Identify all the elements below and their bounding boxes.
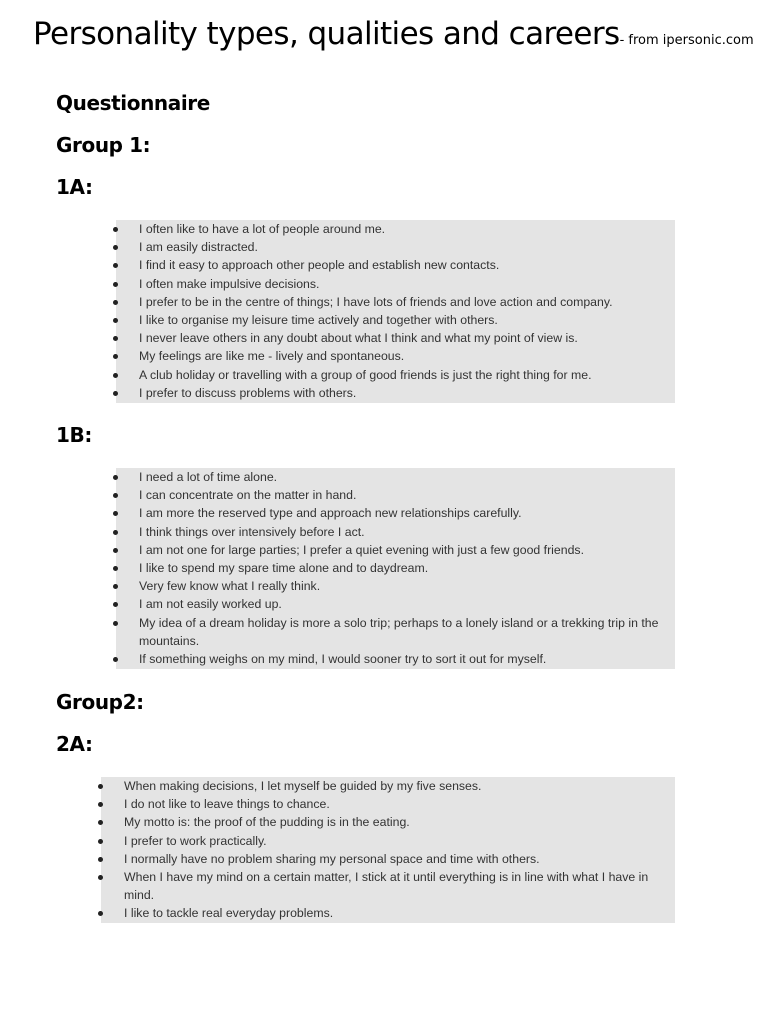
section-2a-list-box bbox=[101, 777, 675, 923]
bullet-icon bbox=[113, 493, 118, 498]
list-item bbox=[116, 329, 675, 347]
bullet-icon bbox=[113, 621, 118, 626]
list-item-text: I think things over intensively before I act. bbox=[139, 524, 365, 539]
list-item bbox=[116, 504, 675, 522]
bullet-icon bbox=[113, 263, 118, 268]
list-item-text: I never leave others in any doubt about what I think and what my point of view is. bbox=[139, 331, 578, 346]
list-item-text: I can concentrate on the matter in hand. bbox=[139, 488, 357, 503]
section-2a-list bbox=[101, 777, 675, 923]
bullet-icon bbox=[98, 802, 103, 807]
bullet-icon bbox=[113, 548, 118, 553]
list-item bbox=[116, 595, 675, 613]
list-item-text: I like to tackle real everyday problems. bbox=[124, 906, 334, 921]
list-item bbox=[101, 868, 675, 904]
list-item bbox=[116, 220, 675, 238]
list-item bbox=[116, 347, 675, 365]
list-item-text: I normally have no problem sharing my personal space and time with others. bbox=[124, 851, 540, 866]
list-item-text: I often like to have a lot of people around me. bbox=[139, 222, 386, 236]
list-item-text: I find it easy to approach other people and establish new contacts. bbox=[139, 258, 500, 273]
list-item-text: My idea of a dream holiday is more a solo trip; perhaps to a lonely island or a trekking trip in the mountains. bbox=[139, 615, 659, 648]
document-title-text: Personality types, qualities and careers bbox=[33, 16, 620, 52]
bullet-icon bbox=[98, 820, 103, 825]
document-title bbox=[33, 14, 754, 61]
list-item-text: I need a lot of time alone. bbox=[139, 470, 278, 484]
list-item bbox=[116, 559, 675, 577]
list-item bbox=[101, 795, 675, 813]
list-item bbox=[116, 541, 675, 559]
bullet-icon bbox=[98, 857, 103, 862]
bullet-icon bbox=[113, 511, 118, 516]
list-item-text: If something weighs on my mind, I would sooner try to sort it out for myself. bbox=[139, 652, 547, 667]
list-item-text: My feelings are like me - lively and spontaneous. bbox=[139, 349, 405, 364]
list-item bbox=[101, 832, 675, 850]
list-item bbox=[116, 366, 675, 384]
bullet-icon bbox=[113, 566, 118, 571]
list-item-text: Very few know what I really think. bbox=[139, 579, 321, 594]
bullet-icon bbox=[113, 354, 118, 359]
bullet-icon bbox=[113, 318, 118, 323]
list-item-text: A club holiday or travelling with a group of good friends is just the right thing for me. bbox=[139, 367, 592, 382]
bullet-icon bbox=[113, 245, 118, 250]
list-item bbox=[116, 293, 675, 311]
list-item bbox=[101, 777, 675, 795]
bullet-icon bbox=[113, 336, 118, 341]
list-item-text: When I have my mind on a certain matter, I stick at it until everything is in line with what I have in mind. bbox=[124, 870, 649, 903]
list-item-text: I am not one for large parties; I prefer a quiet evening with just a few good friends. bbox=[139, 542, 584, 557]
list-item bbox=[116, 384, 675, 402]
bullet-icon bbox=[98, 784, 103, 789]
list-item bbox=[116, 650, 675, 668]
list-item bbox=[116, 256, 675, 274]
list-item bbox=[116, 468, 675, 486]
list-item-text: When making decisions, I let myself be guided by my five senses. bbox=[124, 779, 482, 793]
bullet-icon bbox=[113, 373, 118, 378]
bullet-icon bbox=[98, 875, 103, 880]
section-1a-heading: 1A: bbox=[56, 175, 93, 199]
list-item bbox=[116, 523, 675, 541]
bullet-icon bbox=[113, 282, 118, 287]
bullet-icon bbox=[113, 602, 118, 607]
list-item bbox=[101, 813, 675, 831]
list-item-text: I often make impulsive decisions. bbox=[139, 276, 320, 291]
list-item bbox=[101, 850, 675, 868]
list-item-text: I do not like to leave things to chance. bbox=[124, 797, 330, 812]
bullet-icon bbox=[113, 584, 118, 589]
list-item-text: My motto is: the proof of the pudding is in the eating. bbox=[124, 815, 410, 830]
bullet-icon bbox=[98, 911, 103, 916]
list-item-text: I like to organise my leisure time actively and together with others. bbox=[139, 313, 498, 328]
list-item-text: I prefer to be in the centre of things; I have lots of friends and love action and company. bbox=[139, 294, 613, 309]
list-item bbox=[116, 614, 675, 650]
section-1a-list-box bbox=[116, 220, 675, 403]
section-1b-list bbox=[116, 468, 675, 668]
group-1-heading: Group 1: bbox=[56, 133, 151, 157]
list-item-text: I am not easily worked up. bbox=[139, 597, 282, 612]
list-item bbox=[116, 486, 675, 504]
bullet-icon bbox=[113, 530, 118, 535]
section-1a-list bbox=[116, 220, 675, 402]
list-item bbox=[116, 577, 675, 595]
group-2-heading: Group2: bbox=[56, 690, 144, 714]
bullet-icon bbox=[113, 227, 118, 232]
questionnaire-heading: Questionnaire bbox=[56, 91, 210, 115]
section-2a-heading: 2A: bbox=[56, 732, 93, 756]
list-item-text: I am more the reserved type and approach new relationships carefully. bbox=[139, 506, 522, 521]
list-item-text: I prefer to discuss problems with others. bbox=[139, 385, 357, 400]
list-item-text: I prefer to work practically. bbox=[124, 833, 267, 848]
bullet-icon bbox=[98, 839, 103, 844]
list-item-text: I like to spend my spare time alone and to daydream. bbox=[139, 561, 429, 576]
list-item bbox=[116, 275, 675, 293]
document-source: - from ipersonic.com bbox=[619, 33, 754, 48]
section-1b-heading: 1B: bbox=[56, 423, 92, 447]
bullet-icon bbox=[113, 475, 118, 480]
bullet-icon bbox=[113, 657, 118, 662]
list-item bbox=[116, 238, 675, 256]
list-item-text: I am easily distracted. bbox=[139, 240, 258, 255]
bullet-icon bbox=[113, 391, 118, 396]
list-item bbox=[116, 311, 675, 329]
section-1b-list-box bbox=[116, 468, 675, 669]
bullet-icon bbox=[113, 300, 118, 305]
list-item bbox=[101, 904, 675, 922]
